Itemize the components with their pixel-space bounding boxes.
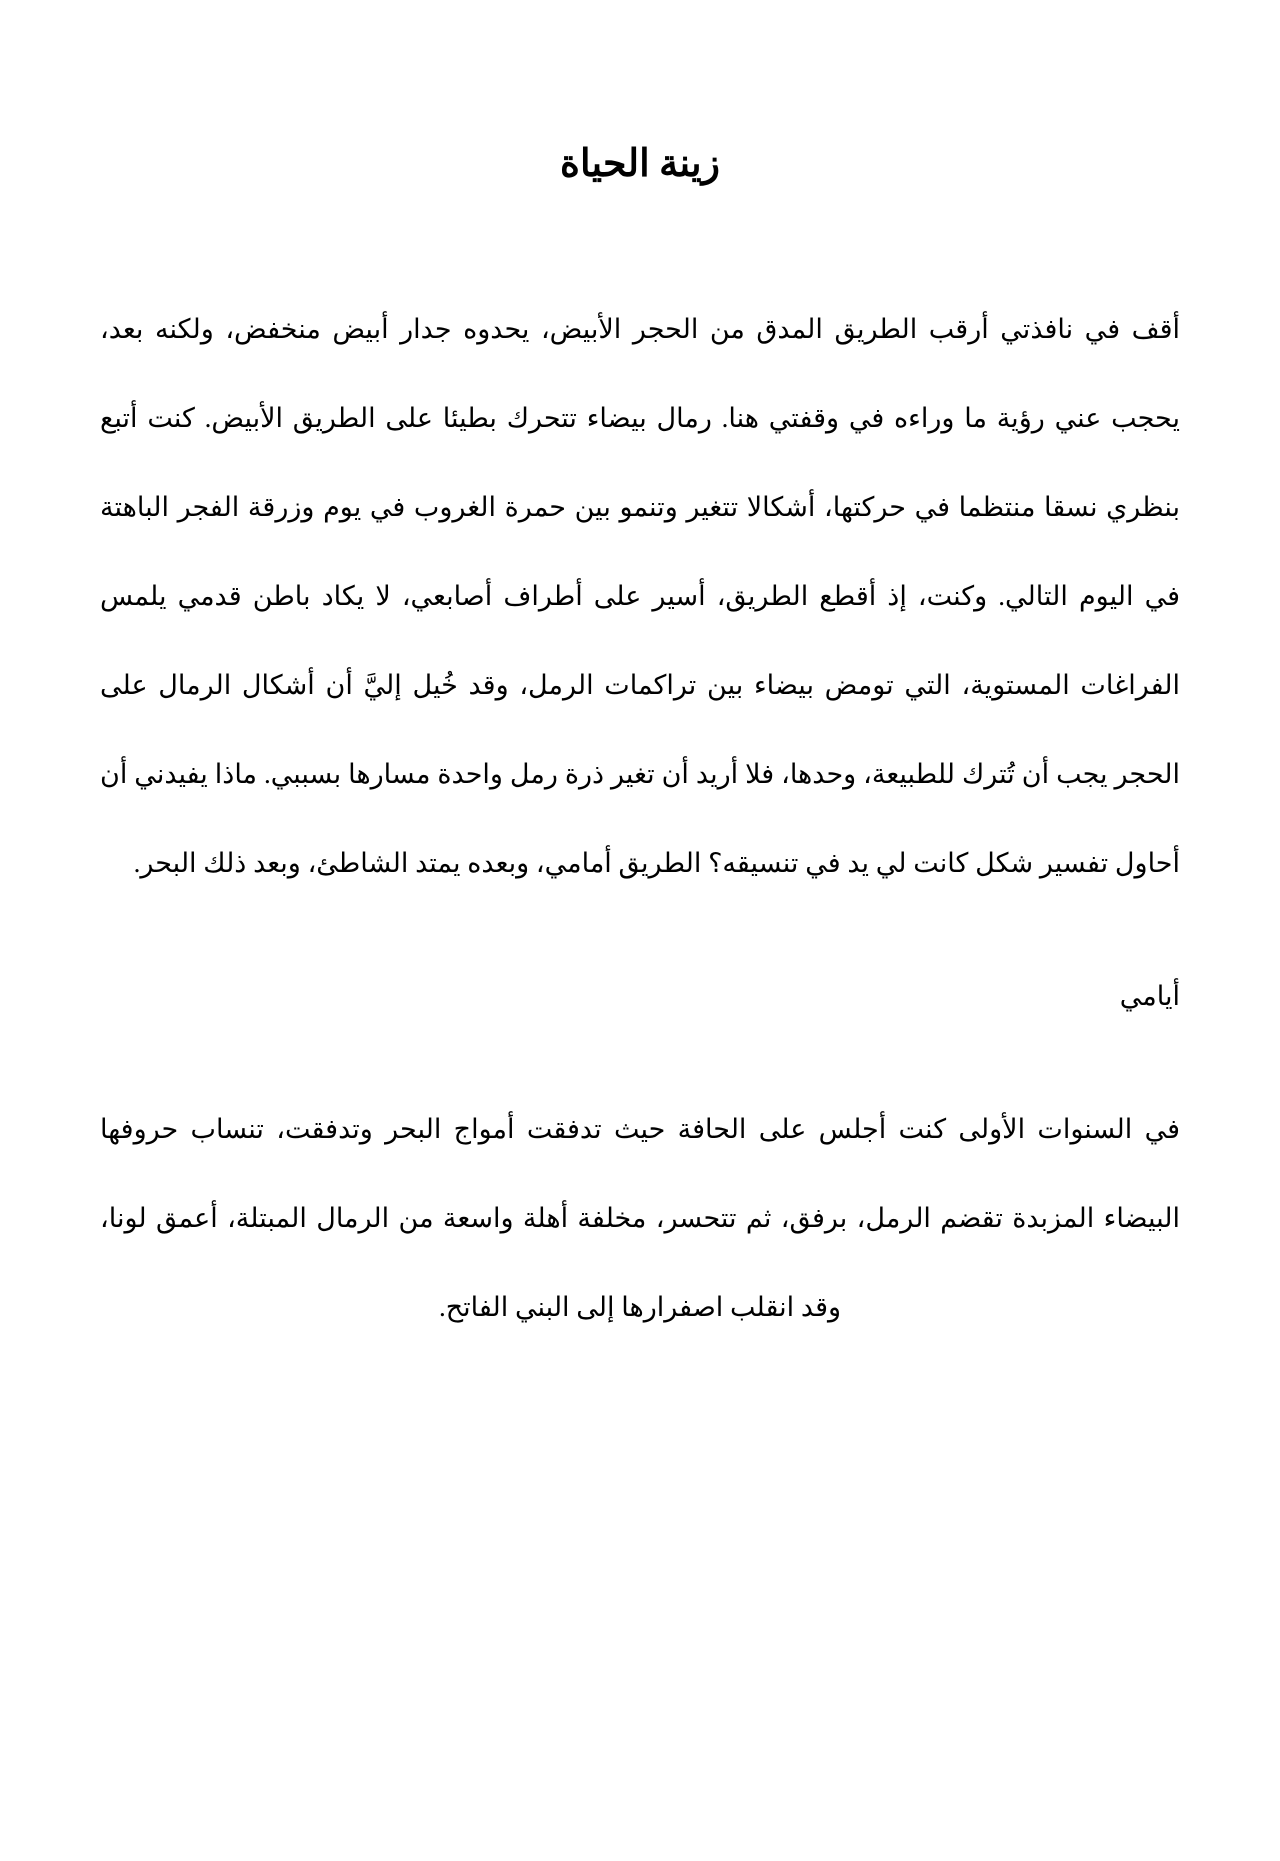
- page-title: زينة الحياة: [560, 143, 720, 185]
- body-paragraph-2: أيامي: [1119, 981, 1180, 1012]
- body-paragraph-3: في السنوات الأولى كنت أجلس على الحافة حيث تدفقت أمواج البحر وتدفقت، تنساب حروفها البيضاء المزبدة تقضم الرمل، برفق، ثم تتحسر، مخلفة أهلة واسعة من الرمال المبتلة، أعمق لونا، وقد انقلب اصفرارها إلى البني الفاتح.: [100, 1114, 1180, 1323]
- document-content: [100, 140, 1180, 1352]
- body-paragraph-1: أقف في نافذتي أرقب الطريق المدق من الحجر الأبيض، يحدوه جدار أبيض منخفض، ولكنه بعد، يحجب عني رؤية ما وراءه في وقفتي هنا. رمال بيضاء تتحرك بطيئا على الطريق الأبيض. كنت أتبع بنظري نسقا منتظما في حركتها، أشكالا تتغير وتنمو بين حمرة الغروب في يوم وزرقة الفجر الباهتة في اليوم التالي. وكنت، إذ أقطع الطريق، أسير على أطراف أصابعي، لا يكاد باطن قدمي يلمس الفراغات المستوية، التي تومض بيضاء بين تراكمات الرمل، وقد خُيل إليَّ أن أشكال الرمال على الحجر يجب أن تُترك للطبيعة، وحدها، فلا أريد أن تغير ذرة رمل واحدة مسارها بسببي. ماذا يفيدني أن أحاول تفسير شكل كانت لي يد في تنسيقه؟ الطريق أمامي، وبعده يمتد الشاطئ، وبعد ذلك البحر.: [100, 314, 1180, 879]
